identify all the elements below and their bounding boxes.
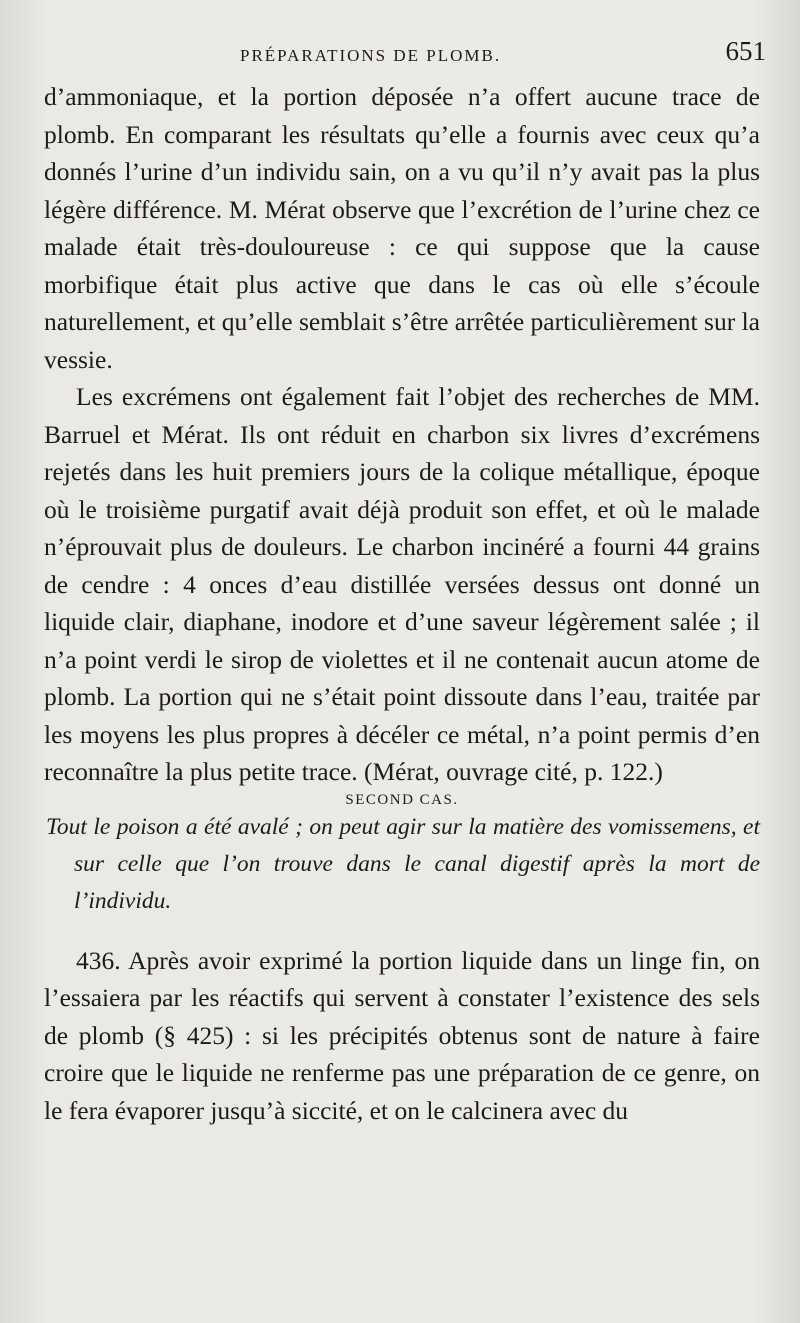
page-header xyxy=(0,36,800,76)
running-head: PRÉPARATIONS DE PLOMB. xyxy=(240,46,502,65)
italic-heading: Tout le poison a été avalé ; on peut agir sur la matière des vomissemens, et sur celle que l’on trouve dans le canal digestif après la mort de l’individu. xyxy=(46,813,760,914)
paragraph-excremens: Les excrémens ont également fait l’objet des recherches de MM. Barruel et Mérat. Ils ont réduit en charbon six livres d’excrémens rejetés dans les huit premiers jours de la colique métallique, époque où le troisième purgatif avait déjà produit son effet, et où le malade n’éprouvait plus de douleurs. Le charbon incinéré a fourni 44 grains de cendre : 4 onces d’eau distillée versées dessus ont donné un liquide clair, diaphane, inodore et d’une saveur légèrement salée ; il n’a point verdi le sirop de violettes et il ne contenait aucun atome de plomb. La portion qui ne s’était point dissoute dans l’eau, traitée par les moyens les plus propres à décéler ce métal, n’a point permis d’en reconnaître la plus petite trace. (Mérat, ouvrage cité, p. 122.) xyxy=(44,382,760,786)
page-number: 651 xyxy=(725,36,766,66)
body-text xyxy=(44,78,760,1129)
paragraph-436: 436. Après avoir exprimé la portion liquide dans un linge fin, on l’essaiera par les réactifs qui servent à constater l’existence des sels de plomb (§ 425) : si les précipités obtenus sont de nature à faire croire que le liquide ne renferme pas une préparation de ce genre, on le fera évaporer jusqu’à siccité, et on le calcinera avec du xyxy=(44,945,760,1125)
section-title: SECOND CAS. xyxy=(345,791,459,808)
paragraph-continuation: d’ammoniaque, et la portion déposée n’a offert aucune trace de plomb. En comparant les résultats qu’elle a fournis avec ceux qu’a donnés l’urine d’un individu sain, on a vu qu’il n’y avait pas la plus légère différence. M. Mérat observe que l’excrétion de l’urine chez ce malade était très-douloureuse : ce qui suppose que la cause morbifique était plus active que dans le cas où elle s’écoule naturellement, et qu’elle semblait s’être arrêtée particulièrement sur la vessie. xyxy=(44,82,760,374)
